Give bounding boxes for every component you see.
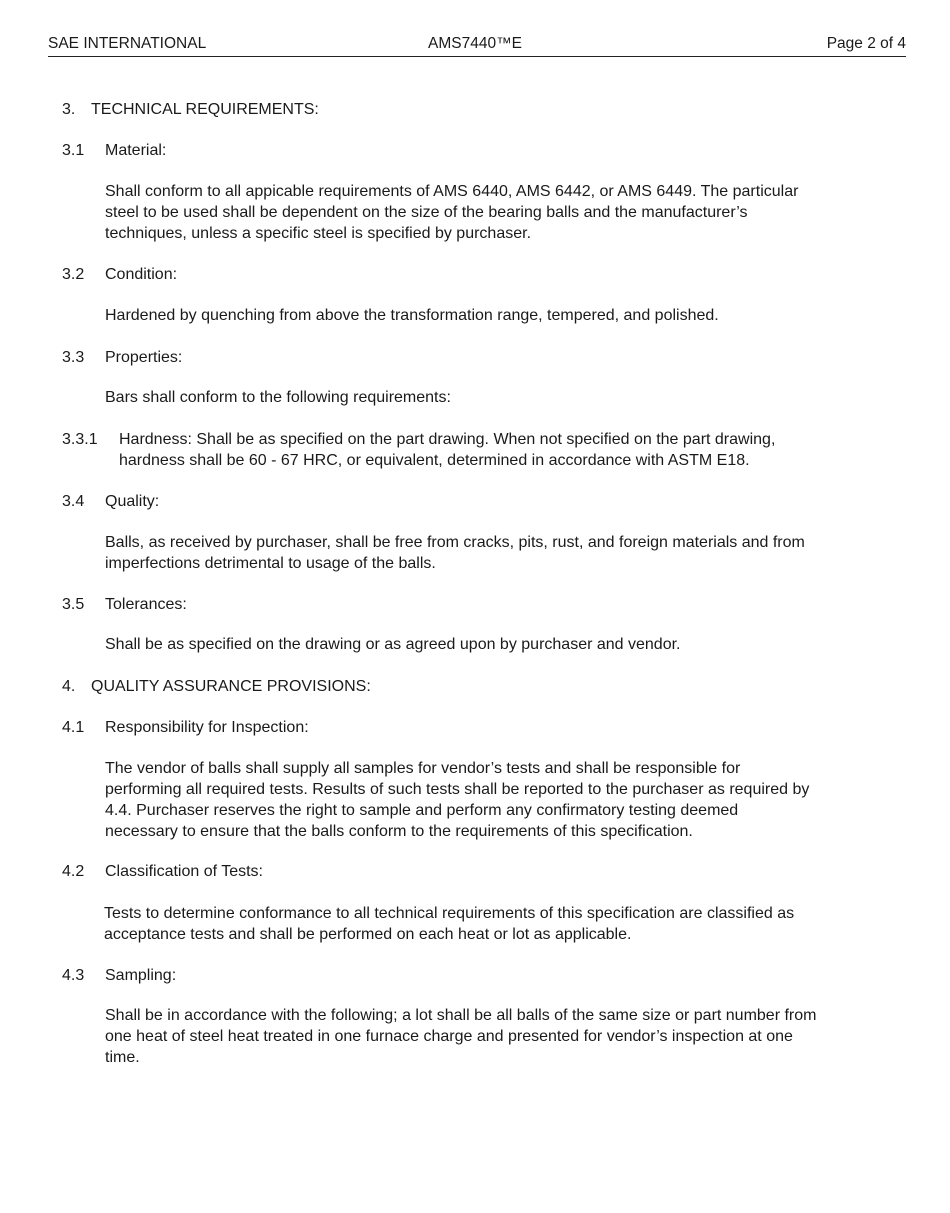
- section-3-3-1-paragraph: Hardness: Shall be as specified on the part drawing. When not specified on the part drawing, hardness shall be 60 - 67 HRC, or equivalent, determined in accordance with ASTM E18.: [119, 431, 776, 469]
- section-4-1-paragraph: The vendor of balls shall supply all samples for vendor’s tests and shall be responsible for performing all required tests. Results of such tests shall be reported to the purchaser as required by 4.4. Purchaser reserves the right to sample and perform any confirmatory testing deemed necessary to ensure that the balls conform to the requirements of this specification.: [105, 760, 810, 840]
- header-org: SAE INTERNATIONAL: [48, 35, 207, 52]
- section-4-2-title: Classification of Tests:: [105, 863, 263, 880]
- section-3-3-paragraph: Bars shall conform to the following requirements:: [105, 389, 451, 406]
- section-4-1-title: Responsibility for Inspection:: [105, 719, 309, 736]
- section-3-3-number: 3.3: [62, 349, 85, 366]
- section-4-2-number: 4.2: [62, 863, 85, 880]
- header-doc-id: AMS7440™E: [428, 35, 522, 52]
- section-4-title: QUALITY ASSURANCE PROVISIONS:: [91, 678, 371, 695]
- section-3-4-paragraph: Balls, as received by purchaser, shall be free from cracks, pits, rust, and foreign materials and from imperfections detrimental to usage of the balls.: [105, 534, 805, 572]
- section-4-3-title: Sampling:: [105, 967, 177, 984]
- section-4-3-number: 4.3: [62, 967, 85, 984]
- section-3-3-title: Properties:: [105, 349, 183, 366]
- section-3-number: 3.: [62, 101, 76, 118]
- section-3-5-number: 3.5: [62, 596, 85, 613]
- section-3-1-title: Material:: [105, 142, 167, 159]
- page-header: [48, 34, 906, 57]
- header-page-number: Page 2 of 4: [826, 35, 906, 52]
- section-3-2-number: 3.2: [62, 266, 85, 283]
- section-3-1-paragraph: Shall conform to all appicable requirements of AMS 6440, AMS 6442, or AMS 6449. The particular steel to be used shall be dependent on the size of the bearing balls and the manufacturer’s techniques, unless a specific steel is specified by purchaser.: [105, 183, 799, 242]
- section-4-3-paragraph: Shall be in accordance with the following; a lot shall be all balls of the same size or part number from one heat of steel heat treated in one furnace charge and presented for vendor’s inspection at one time.: [105, 1007, 817, 1066]
- section-3-2-title: Condition:: [105, 266, 178, 283]
- section-4-2-paragraph: Tests to determine conformance to all technical requirements of this specification are classified as acceptance tests and shall be performed on each heat or lot as applicable.: [104, 905, 795, 943]
- section-3-4-number: 3.4: [62, 493, 85, 510]
- section-3-title: TECHNICAL REQUIREMENTS:: [91, 101, 319, 118]
- section-3-3-1-number: 3.3.1: [62, 431, 98, 448]
- section-3-5-title: Tolerances:: [105, 596, 187, 613]
- section-3-5-paragraph: Shall be as specified on the drawing or as agreed upon by purchaser and vendor.: [105, 636, 681, 653]
- section-3-4-title: Quality:: [105, 493, 160, 510]
- section-4-number: 4.: [62, 678, 76, 695]
- section-4-1-number: 4.1: [62, 719, 85, 736]
- section-3-2-paragraph: Hardened by quenching from above the transformation range, tempered, and polished.: [105, 307, 719, 324]
- section-3-1-number: 3.1: [62, 142, 85, 159]
